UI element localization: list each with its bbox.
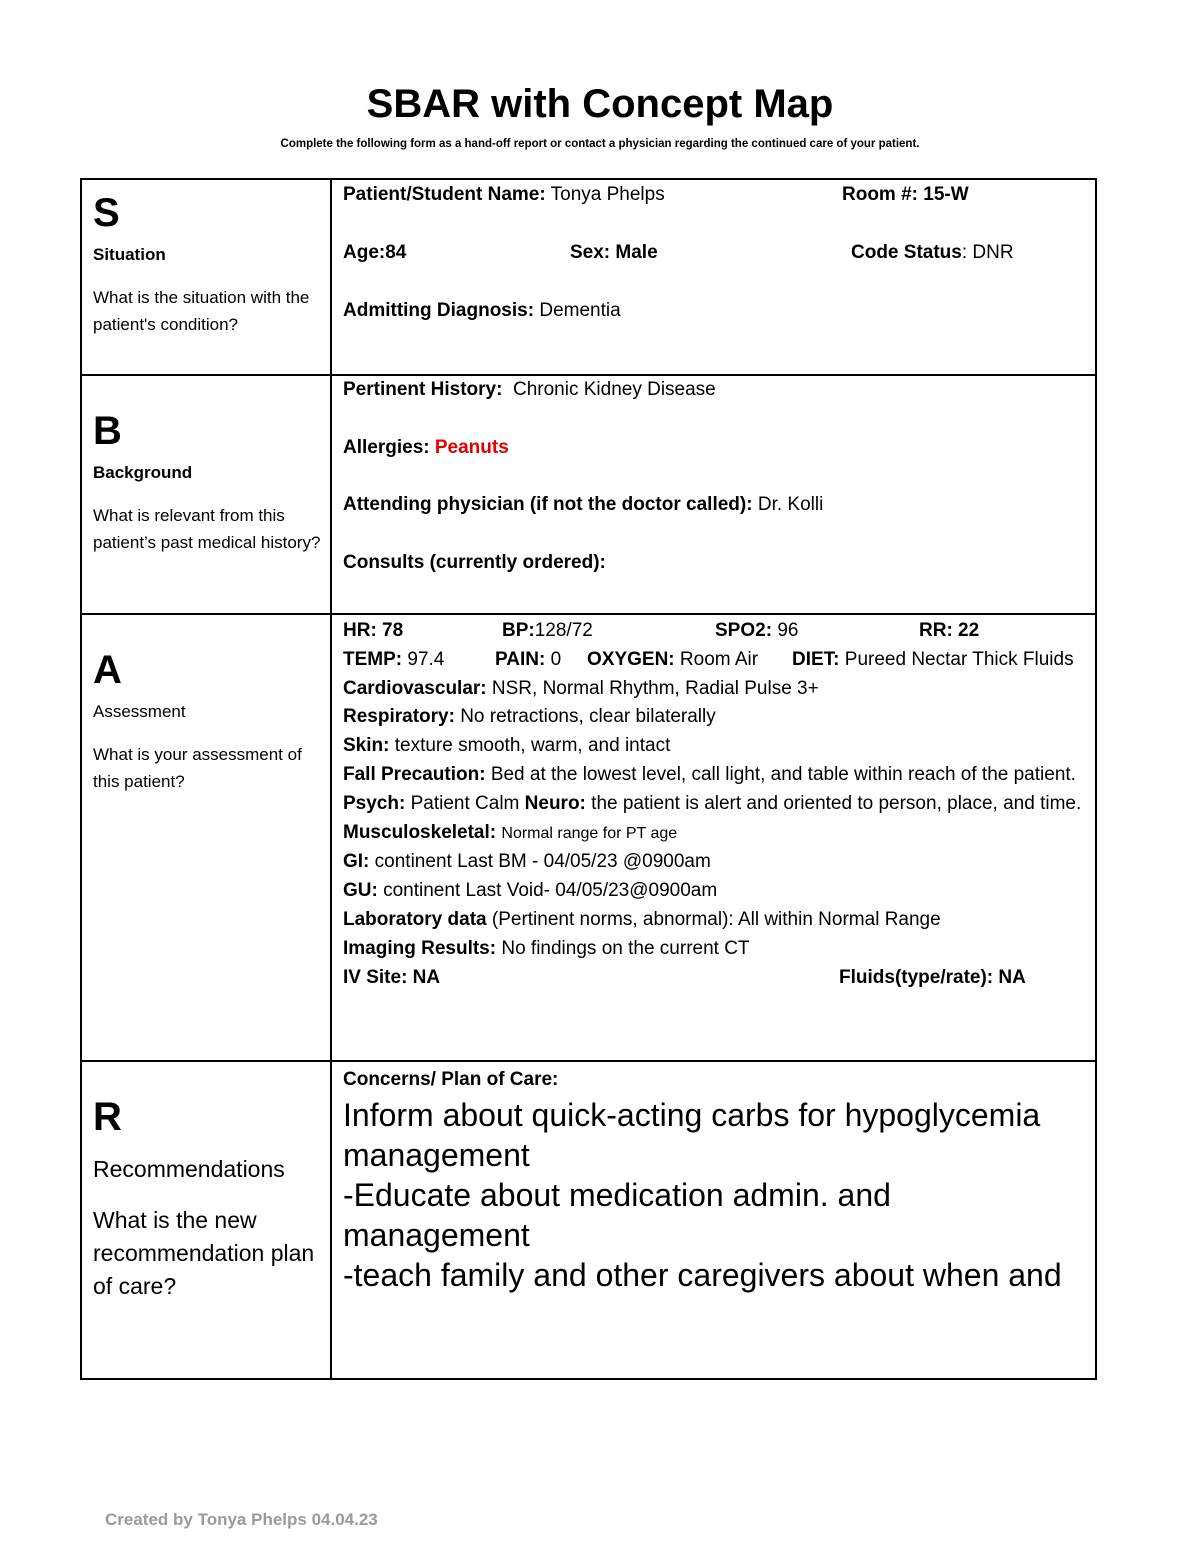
patient-name-field (343, 166, 842, 224)
blood-pressure (502, 617, 715, 646)
code-status-value: : DNR (961, 242, 1014, 263)
background-content-cell (331, 375, 1096, 614)
consults (343, 534, 1089, 592)
gu-value: continent Last Void- 04/05/23@0900am (383, 880, 718, 902)
allergies (343, 419, 1089, 477)
spo2-label: SPO2: (715, 620, 773, 641)
situation-question: What is the situation with the patient's condition? (93, 288, 310, 334)
sex-field: Sex: Male (570, 242, 658, 263)
respiratory-value: No retractions, clear bilaterally (460, 706, 716, 728)
attending-physician-label: Attending physician (if not the doctor called): (343, 494, 753, 515)
gi-label: GI: (343, 851, 370, 873)
background-question: What is relevant from this patient’s past medical history? (93, 506, 321, 552)
recommendation-content-cell (331, 1061, 1096, 1379)
psych-neuro (343, 790, 1093, 819)
pain-label: PAIN: (495, 648, 546, 670)
assessment-question: What is your assessment of this patient? (93, 745, 302, 791)
blood-pressure-value: 128/72 (534, 620, 593, 641)
sbar-table (80, 178, 1097, 1380)
neuro-value: the patient is alert and oriented to person, place, and time. (591, 792, 1082, 814)
genitourinary (343, 877, 1089, 906)
laboratory-data (343, 906, 1089, 935)
temperature-label: TEMP: (343, 648, 403, 670)
situation-content-cell (331, 179, 1096, 375)
vitals-row-2 (343, 646, 1089, 675)
plan-line-1: Inform about quick-acting carbs for hypoglycemia (343, 1096, 1041, 1133)
oxygen (587, 646, 792, 675)
iv-fluids-row (343, 964, 1089, 993)
plan-line-3: -Educate about medication admin. and management (343, 1176, 891, 1253)
admitting-diagnosis (343, 282, 621, 340)
diet-value: Pureed Nectar Thick Fluids (844, 648, 1074, 670)
laboratory-note: (Pertinent norms, abnormal): (491, 908, 734, 930)
cardiovascular-value: NSR, Normal Rhythm, Radial Pulse 3+ (491, 677, 819, 699)
pertinent-history-value: Chronic Kidney Disease (512, 379, 716, 400)
footer-credit: Created by Tonya Phelps 04.04.23 (105, 1510, 378, 1529)
allergies-value: Peanuts (434, 436, 509, 458)
psych-value: Patient Calm (410, 792, 520, 814)
temperature-value: 97.4 (407, 648, 445, 670)
assessment-content-cell (331, 614, 1096, 1061)
situation-letter: S (93, 191, 120, 235)
iv-site: IV Site: NA (343, 966, 441, 988)
patient-name-value: Tonya Phelps (550, 184, 665, 205)
fall-precaution-label: Fall Precaution: (343, 763, 486, 785)
pain-value: 0 (550, 648, 562, 670)
diet-label: DIET: (792, 648, 840, 670)
laboratory-label: Laboratory data (343, 908, 487, 930)
spo2 (715, 617, 919, 646)
document-subtitle: Complete the following form as a hand-off report or contact a physician regarding the continued care of your patient. (280, 138, 920, 150)
temperature (343, 646, 495, 675)
gastrointestinal (343, 848, 1089, 877)
plan-line-4: -teach family and other caregivers about when and (343, 1256, 1062, 1293)
plan-line-2: management (343, 1136, 530, 1173)
patient-name-label: Patient/Student Name: (343, 184, 546, 205)
laboratory-value: All within Normal Range (737, 908, 941, 930)
recommendation-question: What is the new recommendation plan of care? (93, 1207, 315, 1299)
gi-value: continent Last BM - 04/05/23 @0900am (374, 851, 711, 873)
blood-pressure-label: BP: (502, 620, 535, 641)
background-letter: B (93, 409, 122, 453)
musculoskeletal (343, 819, 1089, 849)
consults-note: (currently ordered): (429, 551, 606, 573)
pain (495, 646, 587, 675)
situation-row (81, 179, 1096, 375)
document-title: SBAR with Concept Map (366, 82, 834, 126)
diet (792, 646, 1074, 675)
situation-label-cell (81, 179, 331, 375)
allergies-label: Allergies: (343, 436, 430, 458)
spo2-value: 96 (777, 620, 799, 641)
fall-precaution-value: Bed at the lowest level, call light, and table within reach of the patient. (490, 763, 1076, 785)
code-status-label: Code Status (851, 242, 962, 263)
cardiovascular-label: Cardiovascular: (343, 677, 487, 699)
recommendation-label: Recommendations (93, 1156, 285, 1182)
pertinent-history (343, 361, 1089, 419)
attending-physician (343, 476, 1089, 534)
attending-physician-value: Dr. Kolli (757, 494, 824, 515)
concerns-label: Concerns/ Plan of Care: (343, 1069, 559, 1090)
situation-label: Situation (93, 245, 166, 264)
recommendation-letter: R (93, 1095, 122, 1139)
room-number: Room #: 15-W (842, 184, 969, 205)
oxygen-label: OXYGEN: (587, 648, 675, 670)
assessment-letter: A (93, 648, 122, 692)
skin-label: Skin: (343, 735, 390, 757)
assessment-label: Assessment (93, 702, 186, 721)
code-status-field (851, 224, 1014, 282)
vitals-row-1 (343, 617, 1089, 646)
skin-value: texture smooth, warm, and intact (394, 735, 671, 757)
fall-precaution (343, 761, 1103, 790)
gu-label: GU: (343, 880, 378, 902)
oxygen-value: Room Air (679, 648, 759, 670)
background-label: Background (93, 463, 193, 482)
respiratory (343, 703, 1089, 732)
psych-label: Psych: (343, 792, 406, 814)
admitting-diagnosis-value: Dementia (539, 300, 621, 321)
assessment-row (81, 614, 1096, 1061)
age-field: Age:84 (343, 242, 407, 263)
admitting-diagnosis-label: Admitting Diagnosis: (343, 300, 535, 321)
imaging-results (343, 935, 1089, 964)
imaging-label: Imaging Results: (343, 937, 497, 959)
recommendation-label-cell (81, 1061, 331, 1379)
musculoskeletal-label: Musculoskeletal: (343, 821, 497, 843)
neuro-label: Neuro: (524, 792, 586, 814)
fluids: Fluids(type/rate): NA (839, 966, 1026, 988)
background-row (81, 375, 1096, 614)
recommendation-row (81, 1061, 1096, 1379)
respiratory-label: Respiratory: (343, 706, 455, 728)
consults-label: Consults (343, 551, 425, 573)
skin (343, 732, 1089, 761)
musculoskeletal-value: Normal range for PT age (501, 824, 678, 842)
respiratory-rate: RR: 22 (919, 620, 980, 641)
imaging-value: No findings on the current CT (501, 937, 750, 959)
cardiovascular (343, 675, 1089, 704)
background-label-cell (81, 375, 331, 614)
assessment-label-cell (81, 614, 331, 1061)
pertinent-history-label: Pertinent History: (343, 379, 503, 400)
heart-rate: HR: 78 (343, 620, 404, 641)
